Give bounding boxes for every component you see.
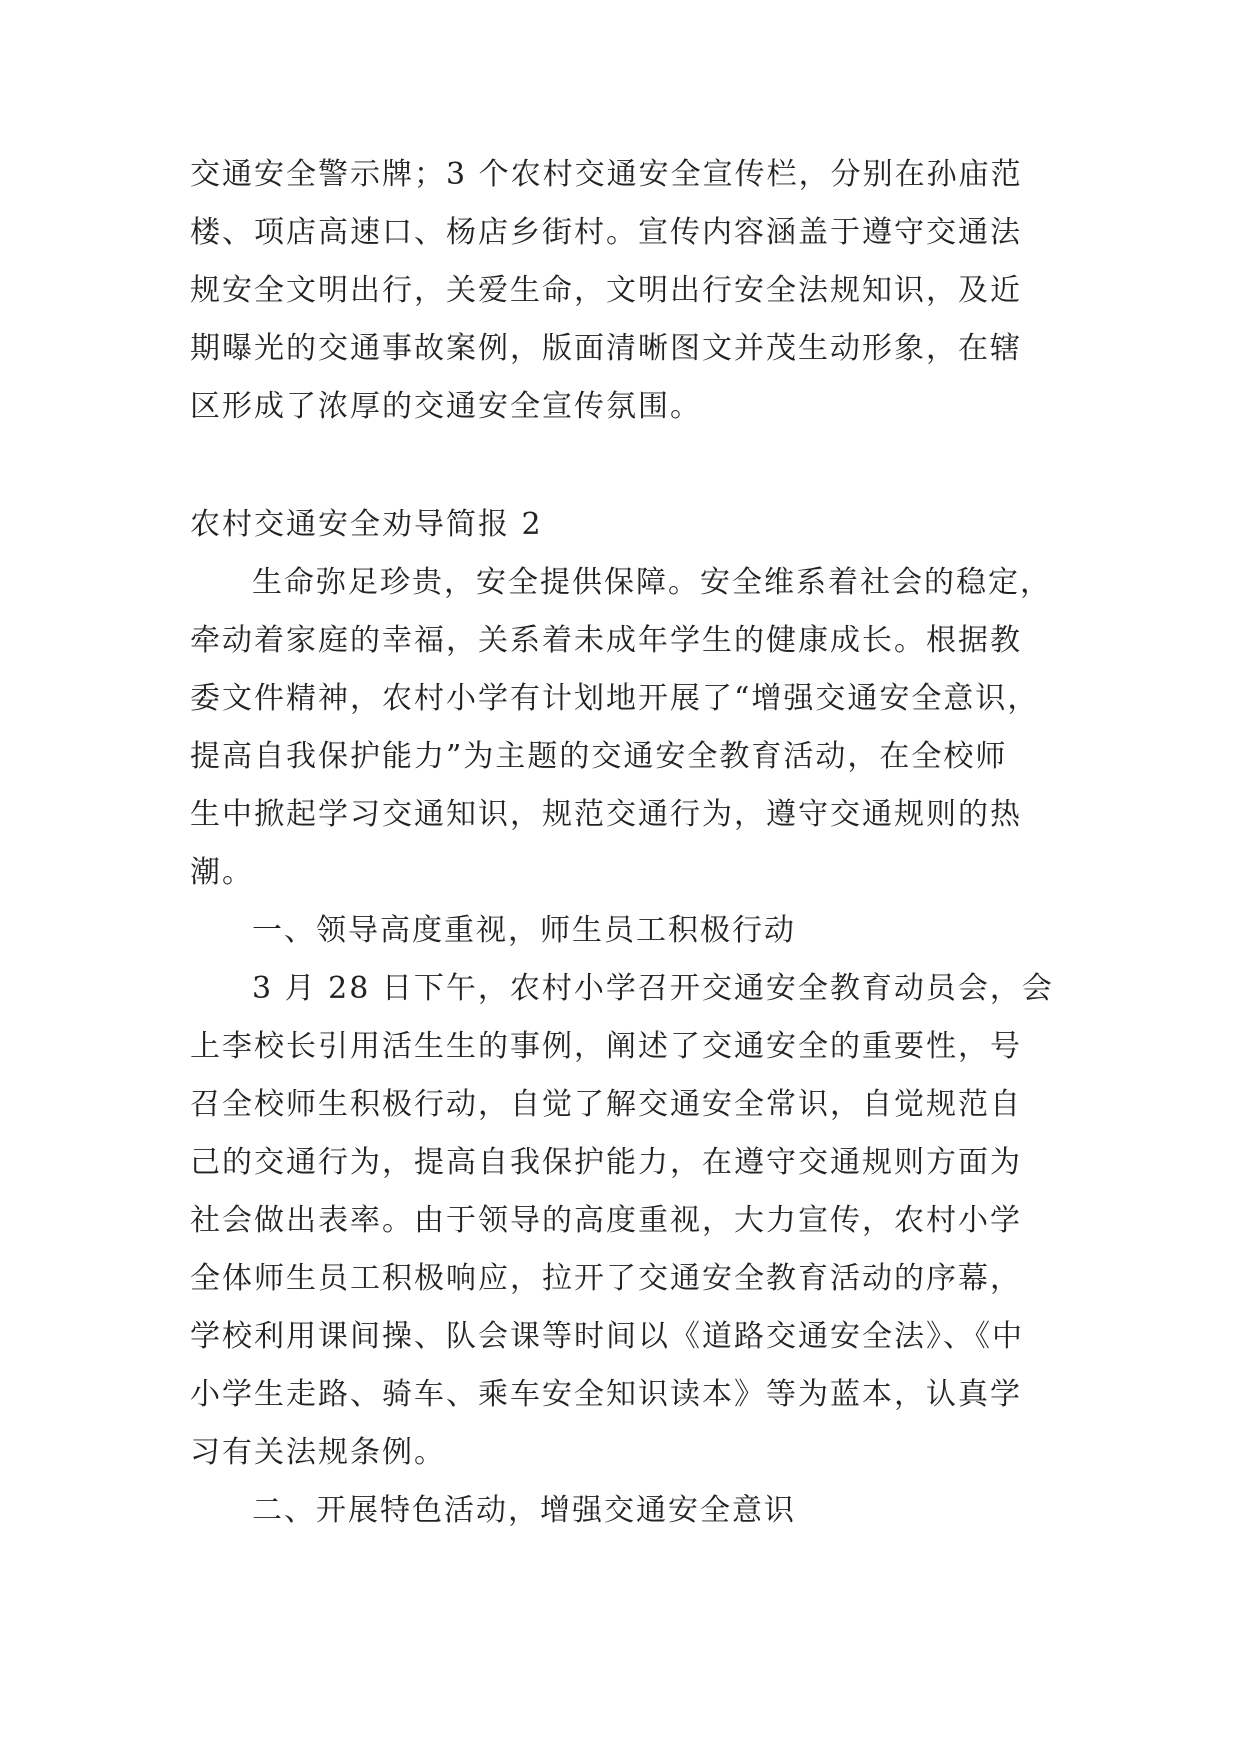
text-line: 期曝光的交通事故案例，版面清晰图文并茂生动形象，在辖 <box>190 331 1022 366</box>
heading-1: 一、领导高度重视，师生员工积极行动 <box>252 913 796 948</box>
heading-2: 二、开展特色活动，增强交通安全意识 <box>252 1493 796 1528</box>
text-line: 交通安全警示牌；3 个农村交通安全宣传栏，分别在孙庙范 <box>190 157 1023 192</box>
text-line: 召全校师生积极行动，自觉了解交通安全常识，自觉规范自 <box>190 1087 1022 1122</box>
text-line: 社会做出表率。由于领导的高度重视，大力宣传，农村小学 <box>190 1203 1022 1238</box>
text-line: 己的交通行为，提高自我保护能力，在遵守交通规则方面为 <box>190 1145 1022 1180</box>
text-line: 习有关法规条例。 <box>190 1435 446 1470</box>
text-line: 规安全文明出行，关爱生命，文明出行安全法规知识，及近 <box>190 273 1022 308</box>
text-line: 小学生走路、骑车、乘车安全知识读本》等为蓝本，认真学 <box>190 1377 1022 1412</box>
text-line: 3 月 28 日下午，农村小学召开交通安全教育动员会，会 <box>252 971 1054 1006</box>
document-page <box>190 146 1054 1540</box>
text-line: 全体师生员工积极响应，拉开了交通安全教育活动的序幕， <box>190 1261 1022 1296</box>
section-title: 农村交通安全劝导简报 2 <box>190 507 543 542</box>
text-line: 委文件精神，农村小学有计划地开展了“增强交通安全意识， <box>190 681 1040 716</box>
text-line: 牵动着家庭的幸福，关系着未成年学生的健康成长。根据教 <box>190 623 1022 658</box>
text-line: 学校利用课间操、队会课等时间以《道路交通安全法》、《中 <box>190 1319 1024 1354</box>
text-line: 上李校长引用活生生的事例，阐述了交通安全的重要性，号 <box>190 1029 1022 1064</box>
intro-paragraph <box>190 146 1050 436</box>
text-line: 生命弥足珍贵，安全提供保障。安全维系着社会的稳定， <box>252 565 1052 600</box>
text-line: 提高自我保护能力”为主题的交通安全教育活动，在全校师 <box>190 739 1008 774</box>
text-line: 潮。 <box>190 855 254 890</box>
paragraph-1 <box>190 554 1050 902</box>
section-spacer <box>190 436 1050 496</box>
text-line: 生中掀起学习交通知识，规范交通行为，遵守交通规则的热 <box>190 797 1022 832</box>
paragraph-2 <box>190 960 1054 1482</box>
text-line: 区形成了浓厚的交通安全宣传氛围。 <box>190 389 702 424</box>
text-line: 楼、项店高速口、杨店乡街村。宣传内容涵盖于遵守交通法 <box>190 215 1022 250</box>
